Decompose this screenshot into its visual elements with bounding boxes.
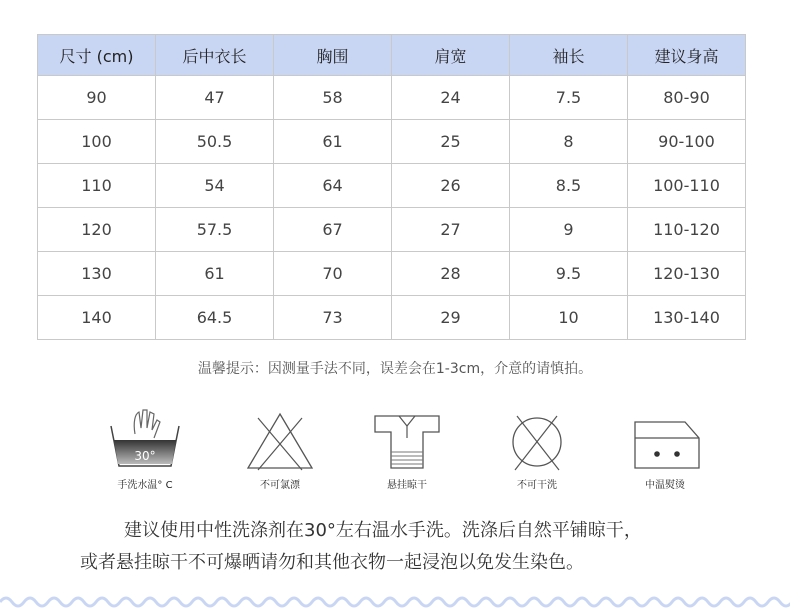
table-row bbox=[38, 120, 746, 164]
table-cell: 57.5 bbox=[156, 208, 274, 252]
table-cell: 73 bbox=[274, 296, 392, 340]
care-icons-row bbox=[80, 408, 730, 498]
table-cell: 54 bbox=[156, 164, 274, 208]
care-item-medium-iron bbox=[600, 408, 730, 491]
care-item-no-dry-clean bbox=[472, 408, 602, 491]
header-back-length: 后中衣长 bbox=[156, 35, 274, 76]
hang-dry-icon bbox=[367, 408, 447, 472]
care-item-no-bleach bbox=[215, 408, 345, 491]
header-height: 建议身高 bbox=[628, 35, 746, 76]
table-row bbox=[38, 208, 746, 252]
table-cell: 58 bbox=[274, 76, 392, 120]
table-cell: 27 bbox=[392, 208, 510, 252]
table-row bbox=[38, 252, 746, 296]
table-cell: 140 bbox=[38, 296, 156, 340]
table-row bbox=[38, 76, 746, 120]
table-cell: 130-140 bbox=[628, 296, 746, 340]
table-cell: 61 bbox=[274, 120, 392, 164]
care-instructions bbox=[80, 515, 750, 579]
measurement-tip: 温馨提示：因测量手法不同，误差会在1-3cm，介意的请慎拍。 bbox=[197, 361, 593, 377]
table-cell: 28 bbox=[392, 252, 510, 296]
table-cell: 100-110 bbox=[628, 164, 746, 208]
table-cell: 67 bbox=[274, 208, 392, 252]
care-label-no-dry-clean: 不可干洗 bbox=[517, 480, 557, 491]
table-header-row bbox=[38, 35, 746, 76]
no-bleach-icon bbox=[240, 408, 320, 472]
header-sleeve: 袖长 bbox=[510, 35, 628, 76]
table-cell: 130 bbox=[38, 252, 156, 296]
table-cell: 64 bbox=[274, 164, 392, 208]
care-label-no-bleach: 不可氯漂 bbox=[260, 480, 300, 491]
table-cell: 110 bbox=[38, 164, 156, 208]
care-label-medium-iron: 中温熨烫 bbox=[645, 480, 685, 491]
table-cell: 61 bbox=[156, 252, 274, 296]
table-cell: 110-120 bbox=[628, 208, 746, 252]
table-cell: 24 bbox=[392, 76, 510, 120]
table-cell: 7.5 bbox=[510, 76, 628, 120]
table-cell: 25 bbox=[392, 120, 510, 164]
table-cell: 120 bbox=[38, 208, 156, 252]
table-cell: 8.5 bbox=[510, 164, 628, 208]
table-cell: 64.5 bbox=[156, 296, 274, 340]
instructions-line-1: 建议使用中性洗涤剂在30°左右温水手洗。洗涤后自然平铺晾干， bbox=[124, 520, 642, 541]
header-size: 尺寸 (cm) bbox=[38, 35, 156, 76]
table-cell: 100 bbox=[38, 120, 156, 164]
table-cell: 26 bbox=[392, 164, 510, 208]
table-cell: 90-100 bbox=[628, 120, 746, 164]
table-cell: 50.5 bbox=[156, 120, 274, 164]
decorative-wave bbox=[0, 590, 790, 612]
care-label-hang-dry: 悬挂晾干 bbox=[387, 480, 427, 491]
header-chest: 胸围 bbox=[274, 35, 392, 76]
table-cell: 10 bbox=[510, 296, 628, 340]
table-row bbox=[38, 296, 746, 340]
table-cell: 80-90 bbox=[628, 76, 746, 120]
care-item-hand-wash bbox=[80, 408, 210, 491]
care-label-hand-wash: 手洗水温° C bbox=[117, 480, 173, 491]
medium-iron-icon bbox=[625, 408, 705, 472]
header-shoulder: 肩宽 bbox=[392, 35, 510, 76]
care-item-hang-dry bbox=[342, 408, 472, 491]
no-dry-clean-icon bbox=[497, 408, 577, 472]
table-cell: 8 bbox=[510, 120, 628, 164]
table-cell: 9.5 bbox=[510, 252, 628, 296]
table-cell: 29 bbox=[392, 296, 510, 340]
table-row bbox=[38, 164, 746, 208]
table-cell: 9 bbox=[510, 208, 628, 252]
instructions-line-2: 或者悬挂晾干不可爆晒请勿和其他衣物一起浸泡以免发生染色。 bbox=[80, 552, 584, 573]
table-cell: 47 bbox=[156, 76, 274, 120]
hand-wash-icon bbox=[105, 408, 185, 472]
table-cell: 120-130 bbox=[628, 252, 746, 296]
table-cell: 70 bbox=[274, 252, 392, 296]
size-table bbox=[37, 34, 746, 340]
wash-temp-label: 30° bbox=[134, 449, 156, 463]
table-cell: 90 bbox=[38, 76, 156, 120]
